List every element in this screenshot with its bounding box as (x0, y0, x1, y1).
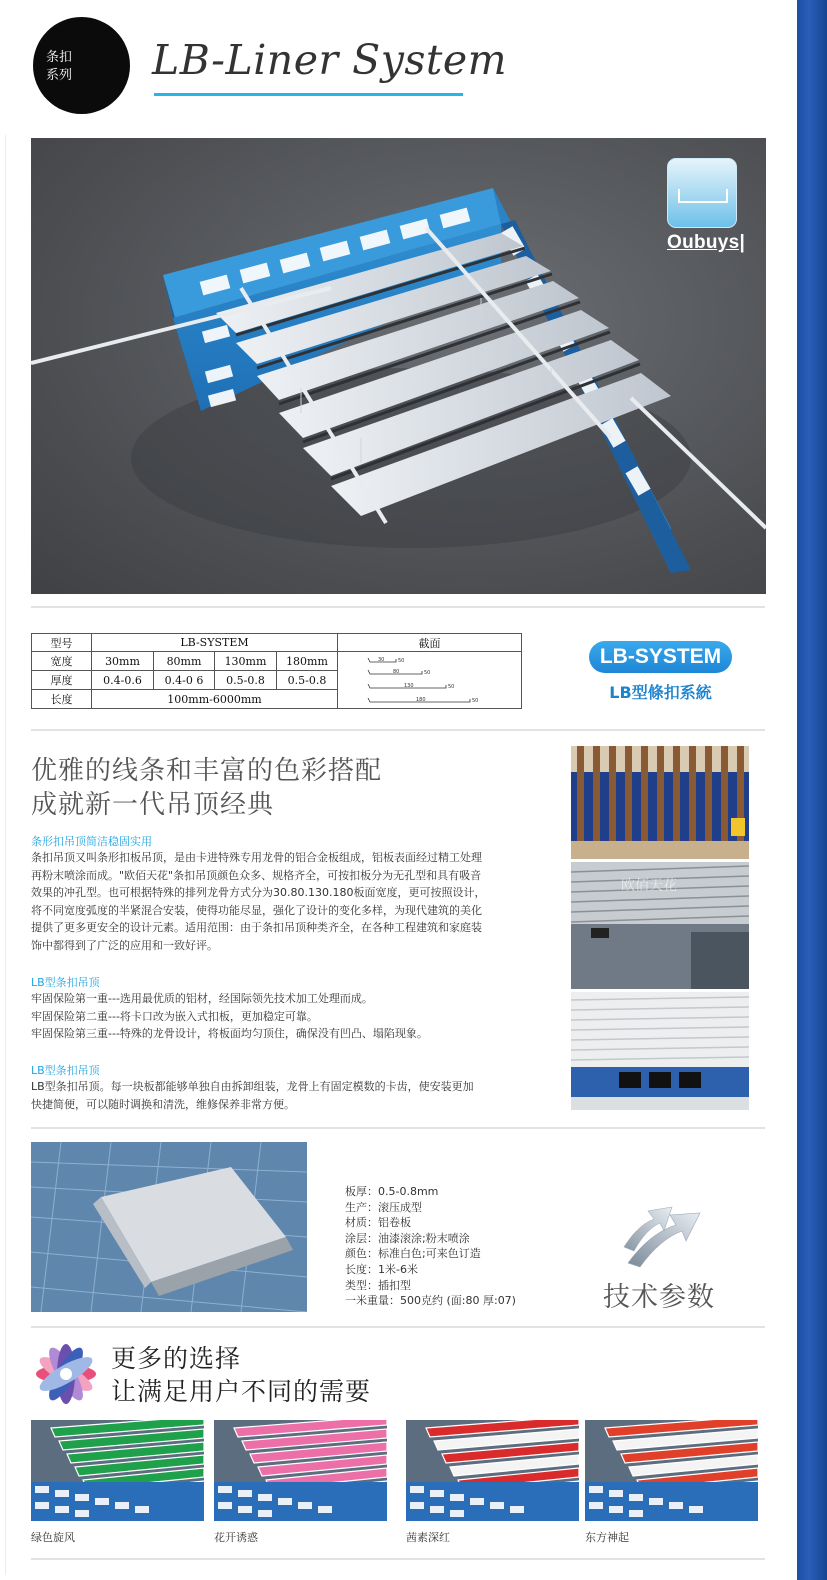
table-cell: 180mm (277, 652, 338, 671)
photo-lobby-ceiling (571, 862, 749, 989)
param-line: 颜色：标准白色;可来色订造 (345, 1247, 481, 1261)
paragraph-line: 提供了更多更安全的设计元素。适用范围：由于条扣吊顶种类齐全，在各种工程建筑和家庭装 (31, 921, 482, 934)
table-cell: 0.4-0.6 (92, 671, 154, 690)
lb-system-subtitle: LB型條扣系統 (609, 683, 712, 702)
ceiling-render-illustration (31, 138, 766, 594)
photo-wood-grille (571, 746, 749, 859)
choice-photo (406, 1420, 579, 1521)
row-label: 宽度 (32, 652, 92, 671)
color-fan-icon (31, 1340, 101, 1408)
tech-params-title: 技术参数 (603, 1282, 715, 1313)
table-cell: 80mm (154, 652, 215, 671)
paragraph-line: 饰中都得到了广泛的应用和一致好评。 (31, 938, 218, 952)
spec-table (31, 633, 522, 709)
section-label: 180 (416, 697, 426, 703)
logo-bracket-icon (678, 189, 728, 203)
param-line: 生产：滚压成型 (345, 1200, 422, 1214)
section2-title: LB型条扣吊顶 (31, 976, 100, 989)
choice-caption: 花开诱惑 (214, 1531, 258, 1544)
section-profile-drawing (338, 652, 521, 708)
param-line: 类型：插扣型 (345, 1278, 411, 1292)
photo-corridor-ceiling (571, 992, 749, 1110)
up-arrows-icon (620, 1203, 712, 1271)
photo-watermark: 欧佰天花 (621, 878, 677, 894)
section1-title: 条形扣吊顶简洁稳固实用 (31, 835, 152, 848)
header-cell: LB-SYSTEM (92, 634, 338, 652)
choice-caption: 东方神起 (585, 1531, 629, 1544)
paragraph-line: 再粉末喷涂而成。"欧佰天花"条扣吊顶颜色众多、规格齐全，可按扣板分为无孔型和具有吸音 (31, 868, 482, 882)
section-label: 130 (404, 683, 414, 689)
param-line: 涂层：油漆滚涂;粉末喷涂 (345, 1231, 470, 1245)
divider (31, 1326, 765, 1328)
divider (31, 1558, 765, 1560)
choice-caption: 绿色旋风 (31, 1531, 75, 1544)
table-cell: 100mm-6000mm (92, 690, 338, 709)
choices-headline1: 更多的选择 (111, 1344, 242, 1373)
badge-line2: 系列 (46, 68, 73, 83)
paragraph-line: 效果的冲孔型。也可根据特殊的排列龙骨方式分为30.80.130.180板面宽度，更可按照设计， (31, 886, 486, 899)
table-cell: 0.5-0.8 (215, 671, 277, 690)
headline-line2: 成就新一代吊顶经典 (31, 790, 275, 820)
right-edge-bar (797, 0, 827, 1580)
paragraph-line: 条扣吊顶又叫条形扣板吊顶，是由卡进特殊专用龙骨的铝合金板组成，铝板表面经过精工处理 (31, 851, 482, 864)
param-line: 板厚：0.5-0.8mm (345, 1185, 439, 1198)
hero-render-image (31, 138, 766, 594)
table-row (32, 652, 522, 671)
oubuys-logo-text: Oubuys| (667, 232, 746, 253)
section2-paragraph (31, 990, 521, 1043)
page-title: LB-Liner System (152, 36, 508, 84)
section-label: 30 (378, 657, 385, 663)
param-line: 一米重量：500克约 (面:80 厚:07) (345, 1294, 516, 1308)
section-label: 80 (393, 669, 400, 675)
photo-plank-profile (31, 1142, 307, 1312)
headline-line1: 优雅的线条和丰富的色彩搭配 (31, 756, 383, 786)
oubuys-logo-box (667, 158, 737, 228)
paragraph-line: 牢固保险第一重---选用最优质的铝材，经国际领先技术加工处理而成。 (31, 992, 373, 1005)
section-label: 50 (424, 670, 431, 676)
frame-line (5, 135, 6, 1575)
param-line: 长度：1米-6米 (345, 1262, 418, 1276)
tech-params-list (345, 1184, 516, 1309)
choice-photo (214, 1420, 387, 1521)
choice-photo (31, 1420, 204, 1521)
paragraph-line: LB型条扣吊顶。每一块板都能够单独自由拆卸组装，龙骨上有固定模数的卡齿，使安装更加 (31, 1080, 474, 1093)
choice-photo (585, 1420, 758, 1521)
paragraph-line: 牢固保险第三重---特殊的龙骨设计，将板面均匀顶住，确保没有凹凸、塌陷现象。 (31, 1027, 428, 1040)
row-label: 厚度 (32, 671, 92, 690)
section-label: 50 (472, 698, 479, 704)
title-underline (154, 93, 463, 96)
section-drawing-cell (338, 652, 522, 709)
table-cell: 30mm (92, 652, 154, 671)
series-badge (33, 17, 130, 114)
choices-headline2: 让满足用户不同的需要 (111, 1377, 372, 1406)
row-label: 长度 (32, 690, 92, 709)
section3-paragraph (31, 1078, 521, 1113)
divider (31, 729, 765, 731)
divider (31, 1127, 765, 1129)
paragraph-line: 将不同宽度弧度的半紧混合安装，使得功能尽显，强化了设计的变化多样，为现代建筑的美化 (31, 903, 482, 917)
paragraph-line: 牢固保险第二重---将卡口改为嵌入式扣板，更加稳定可靠。 (31, 1009, 318, 1023)
table-cell: 0.5-0.8 (277, 671, 338, 690)
header-cell: 型号 (32, 634, 92, 652)
choice-caption: 茜素深红 (406, 1531, 450, 1544)
badge-line1: 条扣 (46, 50, 73, 65)
table-row (32, 634, 522, 652)
table-cell: 0.4-0 6 (154, 671, 215, 690)
section-label: 50 (398, 658, 405, 664)
section3-title: LB型条扣吊顶 (31, 1064, 100, 1077)
lb-system-badge: LB-SYSTEM (589, 641, 732, 673)
divider (31, 606, 765, 608)
section1-paragraph (31, 849, 521, 954)
section-label: 50 (448, 684, 455, 690)
paragraph-line: 快捷简便，可以随时调换和清洗，维修保养非常方便。 (31, 1097, 295, 1111)
table-cell: 130mm (215, 652, 277, 671)
param-line: 材质：铝卷板 (345, 1216, 411, 1230)
header-cell: 截面 (338, 634, 522, 652)
